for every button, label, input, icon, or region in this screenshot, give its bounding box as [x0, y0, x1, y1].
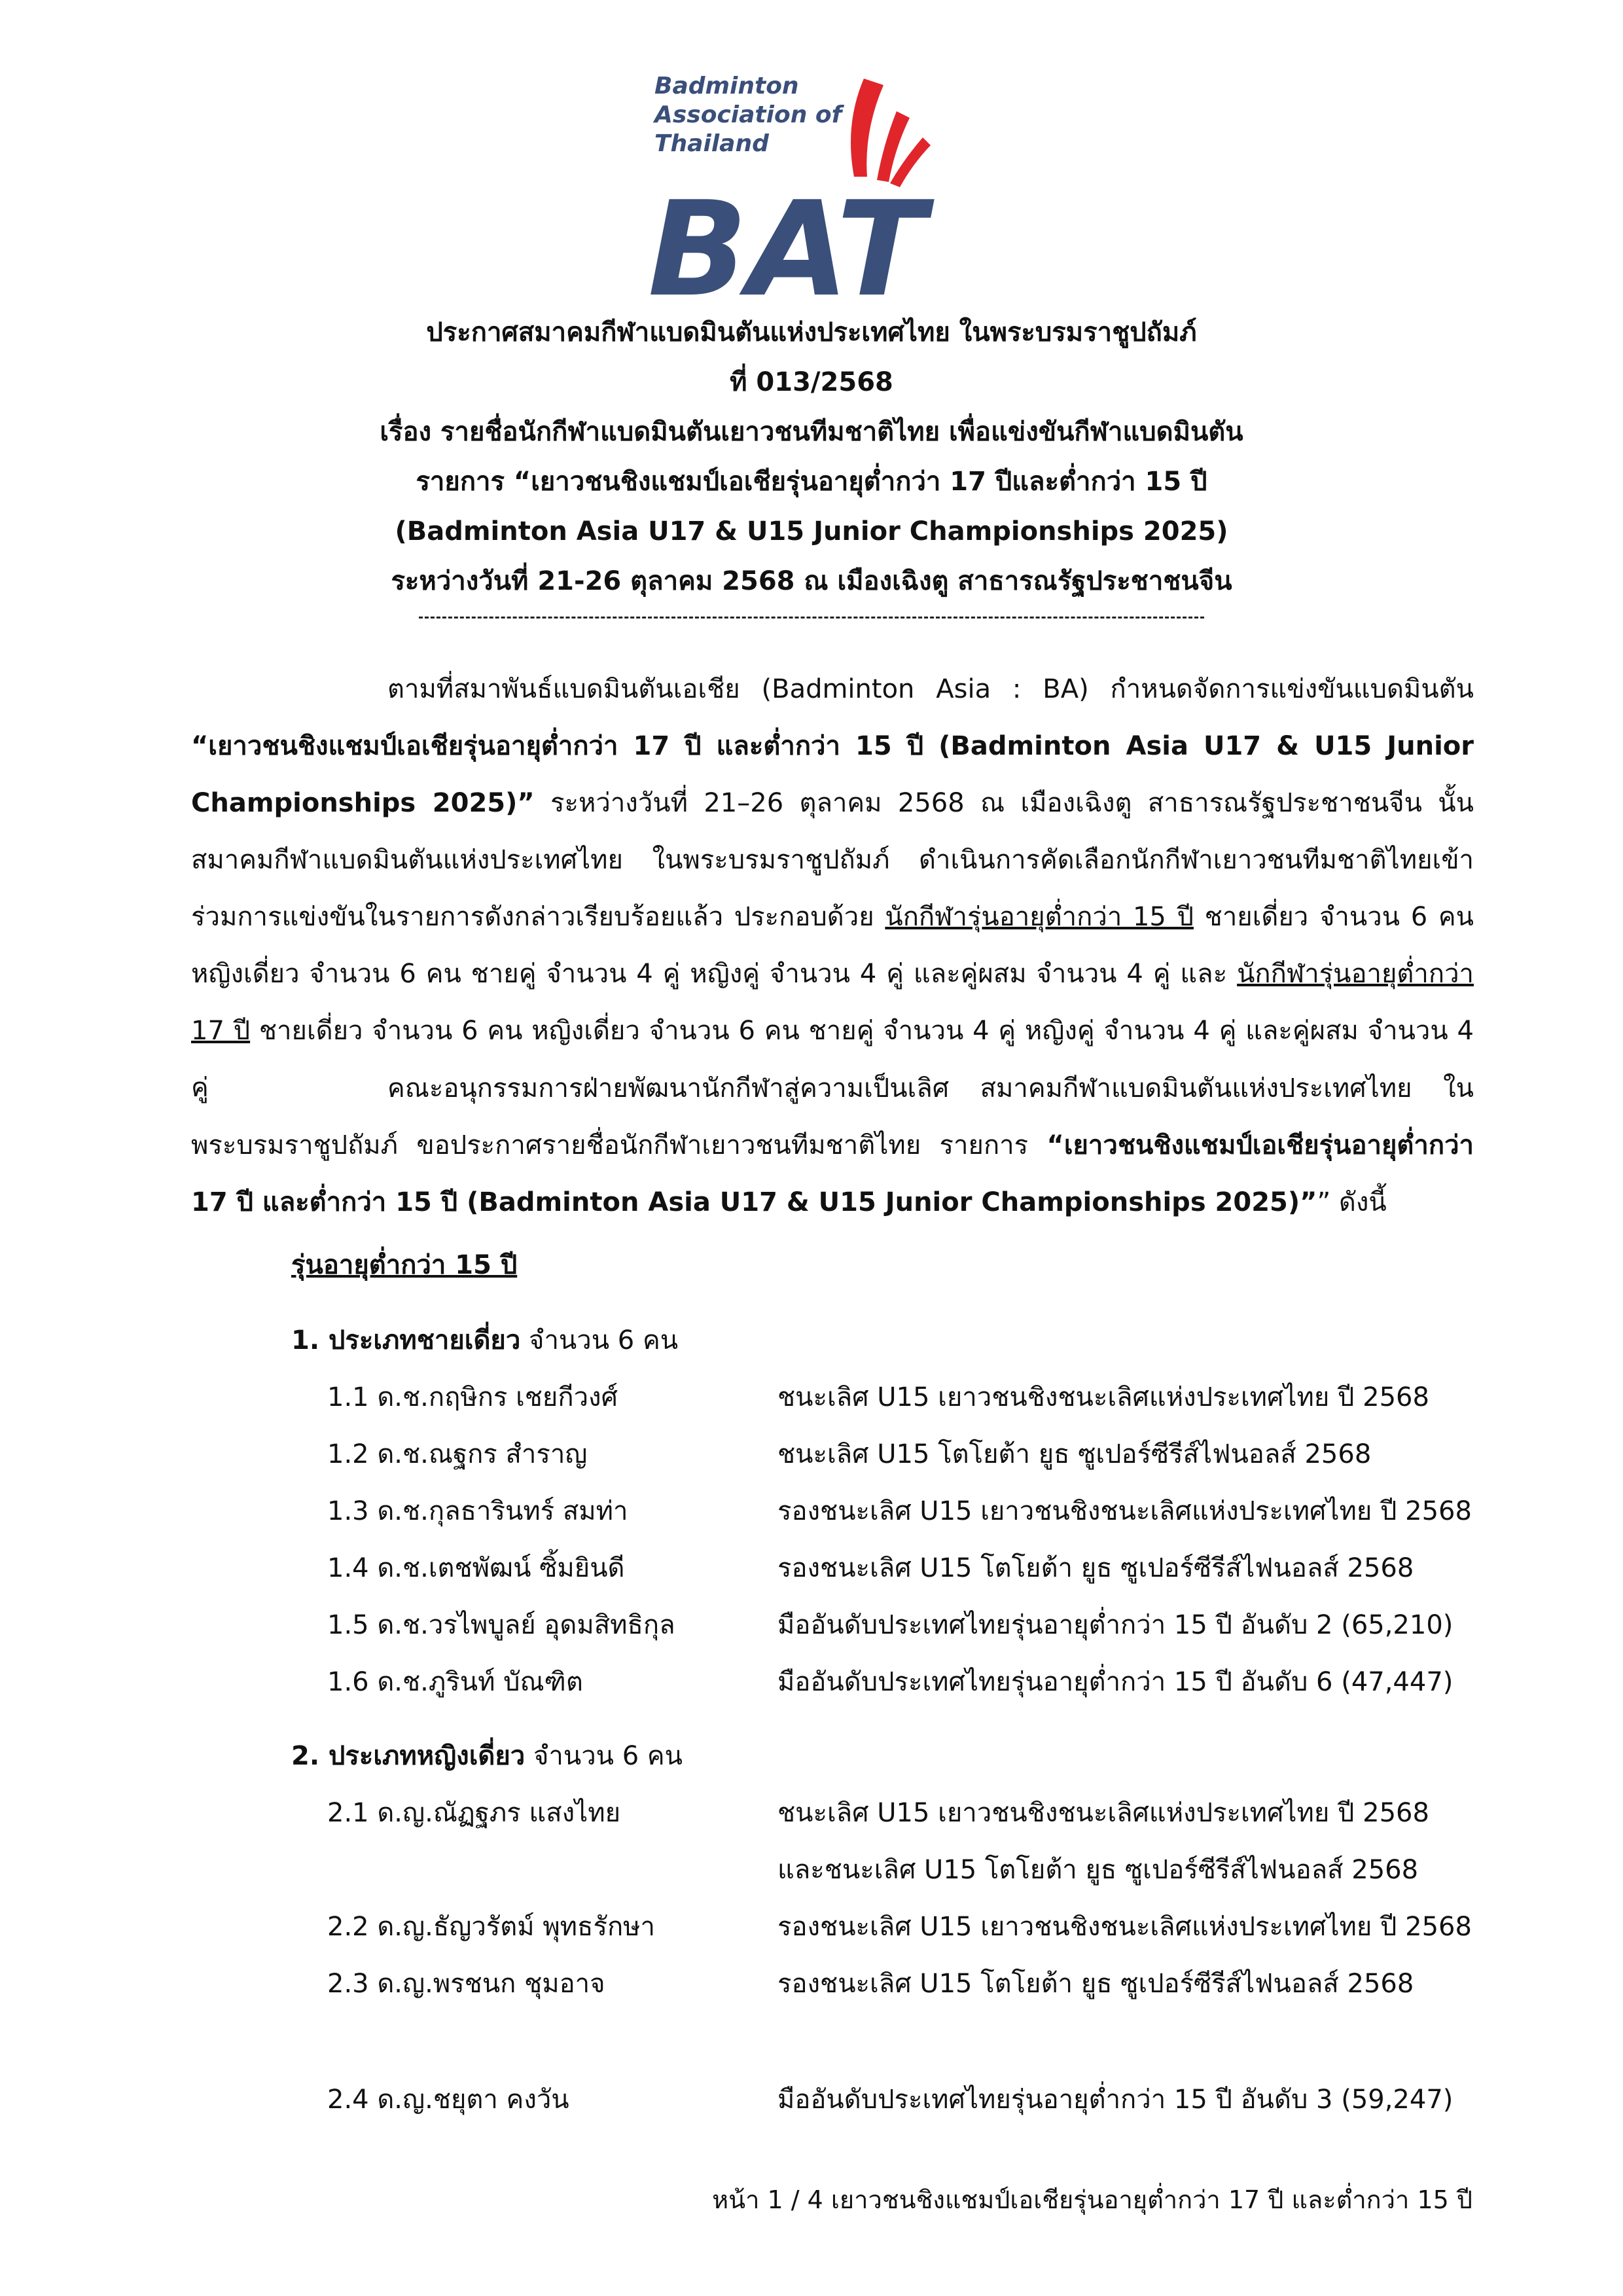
player-name: 1.2 ด.ช.ณฐกร สำราญ: [327, 1439, 588, 1469]
heading-line6: ระหว่างวันที่ 21-26 ตุลาคม 2568 ณ เมืองเฉิงตู สาธารณรัฐประชาชนจีน: [391, 566, 1232, 596]
bat-logo: [648, 72, 988, 301]
cat2-count: จำนวน 6 คน: [525, 1741, 683, 1771]
age-group-heading: รุ่นอายุต่ำกว่า 15 ปี: [291, 1250, 518, 1280]
player-note: ชนะเลิศ U15 เยาวชนชิงชนะเลิศแห่งประเทศไทย ปี 2568: [777, 1798, 1429, 1828]
logo-mark: BAT: [648, 173, 926, 301]
cat1-count: จำนวน 6 คน: [520, 1325, 679, 1355]
category-girls-singles: [291, 1734, 683, 1776]
player-note: รองชนะเลิศ U15 โตโยต้า ยูธ ซูเปอร์ซีรีส์ไฟนอลส์ 2568: [777, 1553, 1414, 1583]
player-note: และชนะเลิศ U15 โตโยต้า ยูธ ซูเปอร์ซีรีส์ไฟนอลส์ 2568: [777, 1855, 1419, 1885]
player-note: ชนะเลิศ U15 โตโยต้า ยูธ ซูเปอร์ซีรีส์ไฟนอลส์ 2568: [777, 1439, 1372, 1469]
category-boys-singles: [291, 1319, 678, 1361]
logo-line2: Association of: [654, 101, 842, 128]
player-name: 2.2 ด.ญ.ธัญวรัตม์ พุทธรักษา: [327, 1912, 655, 1942]
para2-text2: ” ดังนี้: [1317, 1187, 1387, 1217]
player-name: 2.3 ด.ญ.พรชนก ชุมอาจ: [327, 1969, 605, 1999]
heading-line5: (Badminton Asia U17 & U15 Junior Championships 2025): [395, 516, 1228, 547]
para2-bold: “เยาวชนชิงแชมป์เอเชียรุ่นอายุต่ำกว่า 17 ปี และต่ำกว่า 15 ปี (Badminton Asia U17 & U15 Junior Championships 2025)”: [191, 1130, 1474, 1217]
player-name: 1.6 ด.ช.ภูรินท์ บัณฑิต: [327, 1667, 583, 1697]
player-note: รองชนะเลิศ U15 เยาวชนชิงชนะเลิศแห่งประเทศไทย ปี 2568: [777, 1496, 1472, 1526]
heading-line2: ที่ 013/2568: [730, 367, 893, 397]
player-note: มืออันดับประเทศไทยรุ่นอายุต่ำกว่า 15 ปี อันดับ 6 (47,447): [777, 1667, 1454, 1697]
para1-text2: ระหว่างวันที่ 21–26 ตุลาคม 2568 ณ เมืองเฉิงตู สาธารณรัฐประชาชนจีน นั้น สมาคมกีฬาแบดมินตันแห่งประเทศไทย ในพระบรมราชูปถัมภ์ ดำเนินการคัดเลือกนักกีฬาเยาวชนทีมชาติไทยเข้าร่วมการแข่งขันในรายการดังกล่าวเรียบร้อยแล้ว ประกอบด้วย: [191, 788, 1474, 932]
player-note: รองชนะเลิศ U15 โตโยต้า ยูธ ซูเปอร์ซีรีส์ไฟนอลส์ 2568: [777, 1969, 1414, 1999]
cat2-title: 2. ประเภทหญิงเดี่ยว: [291, 1741, 526, 1771]
page-footer: หน้า 1 / 4 เยาวชนชิงแชมป์เอเชียรุ่นอายุต่ำกว่า 17 ปี และต่ำกว่า 15 ปี: [712, 2185, 1472, 2214]
intro-paragraph: [191, 661, 1474, 1117]
announcement-paragraph: [191, 1060, 1474, 1231]
para1-bold: “เยาวชนชิงแชมป์เอเชียรุ่นอายุต่ำกว่า 17 ปี และต่ำกว่า 15 ปี (Badminton Asia U17 & U15 Junior Championships 2025)”: [191, 731, 1474, 818]
para1-text3: ชายเดี่ยว จำนวน 6 คน หญิงเดี่ยว จำนวน 6 คน ชายคู่ จำนวน 4 คู่ หญิงคู่ จำนวน 4 คู่ และคู่ผสม จำนวน 4 คู่ และ: [191, 902, 1474, 989]
player-note: รองชนะเลิศ U15 เยาวชนชิงชนะเลิศแห่งประเทศไทย ปี 2568: [777, 1912, 1472, 1942]
para1-text4: ชายเดี่ยว จำนวน 6 คน หญิงเดี่ยว จำนวน 6 คน ชายคู่ จำนวน 4 คู่ หญิงคู่ จำนวน 4 คู่ และคู่ผสม จำนวน 4 คู่: [191, 1016, 1474, 1103]
para1-u15-link: นักกีฬารุ่นอายุต่ำกว่า 15 ปี: [885, 902, 1194, 932]
heading-line1: ประกาศสมาคมกีฬาแบดมินตันแห่งประเทศไทย ในพระบรมราชูปถัมภ์: [426, 317, 1197, 348]
player-name: 1.3 ด.ช.กุลธารินทร์ สมท่า: [327, 1496, 628, 1526]
player-note: ชนะเลิศ U15 เยาวชนชิงชนะเลิศแห่งประเทศไทย ปี 2568: [777, 1382, 1429, 1412]
para1-text1: ตามที่สมาพันธ์แบดมินตันเอเชีย (Badminton Asia : BA) กำหนดจัดการแข่งขันแบดมินตัน: [387, 674, 1474, 704]
logo-text: [654, 72, 842, 158]
dashed-divider: [419, 617, 1204, 619]
player-note: มืออันดับประเทศไทยรุ่นอายุต่ำกว่า 15 ปี อันดับ 2 (65,210): [777, 1610, 1454, 1640]
heading-line4: รายการ “เยาวชนชิงแชมป์เอเชียรุ่นอายุต่ำกว่า 17 ปีและต่ำกว่า 15 ปี: [416, 467, 1207, 497]
player-name: 2.4 ด.ญ.ชยุตา คงวัน: [327, 2085, 569, 2115]
para1-u17-link: นักกีฬารุ่นอายุต่ำกว่า 17 ปี: [191, 959, 1474, 1046]
logo-line3: Thailand: [654, 130, 769, 157]
announcement-heading: [249, 308, 1374, 606]
heading-line3: เรื่อง รายชื่อนักกีฬาแบดมินตันเยาวชนทีมชาติไทย เพื่อแข่งขันกีฬาแบดมินตัน: [380, 417, 1243, 447]
cat1-title: 1. ประเภทชายเดี่ยว: [291, 1325, 521, 1355]
para2-text1: คณะอนุกรรมการฝ่ายพัฒนานักกีฬาสู่ความเป็นเลิศ สมาคมกีฬาแบดมินตันแห่งประเทศไทย ในพระบรมราชูปถัมภ์ ขอประกาศรายชื่อนักกีฬาเยาวชนทีมชาติไทย รายการ: [191, 1073, 1474, 1160]
player-name: 2.1 ด.ญ.ณัฏฐภร แสงไทย: [327, 1798, 621, 1828]
logo-line1: Badminton: [654, 73, 799, 99]
player-name: 1.5 ด.ช.วรไพบูลย์ อุดมสิทธิกุล: [327, 1610, 675, 1640]
player-name: 1.1 ด.ช.กฤษิกร เชยกีวงศ์: [327, 1382, 618, 1412]
player-note: มืออันดับประเทศไทยรุ่นอายุต่ำกว่า 15 ปี อันดับ 3 (59,247): [777, 2085, 1454, 2115]
player-name: 1.4 ด.ช.เตชพัฒน์ ซิ้มยินดี: [327, 1553, 625, 1583]
